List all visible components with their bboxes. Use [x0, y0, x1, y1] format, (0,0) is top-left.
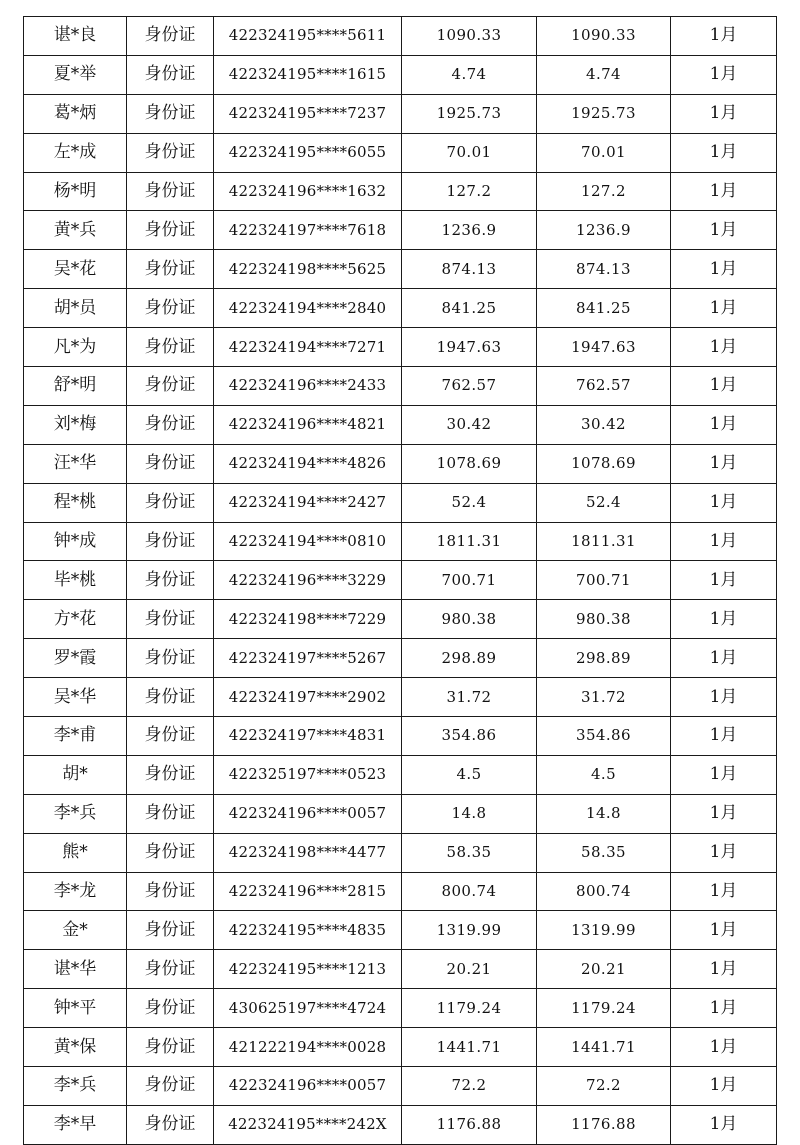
cell-amount-b: 800.74	[537, 872, 671, 911]
table-row	[24, 794, 777, 833]
table-row	[24, 717, 777, 756]
cell-month: 1月	[671, 211, 777, 250]
cell-name: 左*成	[24, 133, 127, 172]
cell-amount-b: 1090.33	[537, 17, 671, 56]
cell-id-number: 422324198****4477	[214, 833, 402, 872]
cell-month: 1月	[671, 133, 777, 172]
cell-id-number: 422324194****2840	[214, 289, 402, 328]
cell-amount-b: 30.42	[537, 405, 671, 444]
cell-name: 程*桃	[24, 483, 127, 522]
cell-amount-a: 1947.63	[402, 328, 537, 367]
cell-amount-a: 980.38	[402, 600, 537, 639]
cell-month: 1月	[671, 872, 777, 911]
cell-name: 钟*平	[24, 989, 127, 1028]
table-row	[24, 600, 777, 639]
cell-amount-a: 30.42	[402, 405, 537, 444]
cell-month: 1月	[671, 794, 777, 833]
cell-name: 吴*花	[24, 250, 127, 289]
cell-name: 胡*	[24, 755, 127, 794]
cell-id-number: 422324197****4831	[214, 717, 402, 756]
cell-id-number: 422324195****7237	[214, 94, 402, 133]
cell-month: 1月	[671, 328, 777, 367]
cell-amount-a: 52.4	[402, 483, 537, 522]
cell-name: 钟*成	[24, 522, 127, 561]
cell-name: 杨*明	[24, 172, 127, 211]
table-row	[24, 172, 777, 211]
cell-amount-a: 800.74	[402, 872, 537, 911]
cell-month: 1月	[671, 1105, 777, 1144]
cell-month: 1月	[671, 289, 777, 328]
cell-id-type: 身份证	[127, 55, 214, 94]
cell-name: 刘*梅	[24, 405, 127, 444]
cell-amount-a: 841.25	[402, 289, 537, 328]
cell-month: 1月	[671, 367, 777, 406]
cell-name: 夏*举	[24, 55, 127, 94]
cell-amount-b: 20.21	[537, 950, 671, 989]
cell-amount-a: 1078.69	[402, 444, 537, 483]
table-row	[24, 911, 777, 950]
cell-amount-a: 1441.71	[402, 1028, 537, 1067]
table-row	[24, 755, 777, 794]
cell-name: 李*兵	[24, 1067, 127, 1106]
cell-id-number: 422324195****242X	[214, 1105, 402, 1144]
cell-name: 李*龙	[24, 872, 127, 911]
cell-amount-a: 1179.24	[402, 989, 537, 1028]
cell-amount-b: 14.8	[537, 794, 671, 833]
cell-id-number: 422324197****7618	[214, 211, 402, 250]
table-row	[24, 1105, 777, 1144]
cell-id-type: 身份证	[127, 211, 214, 250]
cell-amount-a: 4.74	[402, 55, 537, 94]
cell-name: 李*兵	[24, 794, 127, 833]
cell-amount-b: 1925.73	[537, 94, 671, 133]
cell-id-type: 身份证	[127, 600, 214, 639]
cell-id-type: 身份证	[127, 1105, 214, 1144]
cell-amount-a: 1176.88	[402, 1105, 537, 1144]
table-row	[24, 1067, 777, 1106]
cell-id-number: 422324194****2427	[214, 483, 402, 522]
cell-amount-a: 1925.73	[402, 94, 537, 133]
cell-name: 吴*华	[24, 678, 127, 717]
cell-amount-b: 1176.88	[537, 1105, 671, 1144]
cell-amount-b: 700.71	[537, 561, 671, 600]
cell-amount-b: 52.4	[537, 483, 671, 522]
cell-amount-b: 1947.63	[537, 328, 671, 367]
cell-name: 方*花	[24, 600, 127, 639]
cell-month: 1月	[671, 561, 777, 600]
cell-id-number: 422324196****0057	[214, 1067, 402, 1106]
table-row	[24, 483, 777, 522]
cell-amount-a: 14.8	[402, 794, 537, 833]
cell-name: 葛*炳	[24, 94, 127, 133]
table-row	[24, 950, 777, 989]
cell-name: 谌*华	[24, 950, 127, 989]
cell-amount-b: 4.74	[537, 55, 671, 94]
cell-month: 1月	[671, 755, 777, 794]
cell-amount-a: 127.2	[402, 172, 537, 211]
cell-id-number: 422324195****1213	[214, 950, 402, 989]
cell-name: 毕*桃	[24, 561, 127, 600]
cell-name: 谌*良	[24, 17, 127, 56]
cell-id-number: 430625197****4724	[214, 989, 402, 1028]
table-row	[24, 405, 777, 444]
cell-id-number: 422324194****0810	[214, 522, 402, 561]
cell-amount-b: 1441.71	[537, 1028, 671, 1067]
cell-month: 1月	[671, 17, 777, 56]
cell-id-type: 身份证	[127, 483, 214, 522]
cell-id-type: 身份证	[127, 289, 214, 328]
cell-id-type: 身份证	[127, 405, 214, 444]
cell-id-type: 身份证	[127, 561, 214, 600]
table-row	[24, 289, 777, 328]
cell-name: 黄*兵	[24, 211, 127, 250]
cell-amount-b: 4.5	[537, 755, 671, 794]
cell-month: 1月	[671, 833, 777, 872]
cell-id-number: 422324196****1632	[214, 172, 402, 211]
cell-id-type: 身份证	[127, 911, 214, 950]
cell-amount-a: 72.2	[402, 1067, 537, 1106]
cell-id-type: 身份证	[127, 172, 214, 211]
cell-amount-a: 1236.9	[402, 211, 537, 250]
cell-month: 1月	[671, 911, 777, 950]
cell-month: 1月	[671, 483, 777, 522]
cell-amount-b: 1236.9	[537, 211, 671, 250]
cell-amount-a: 4.5	[402, 755, 537, 794]
cell-amount-b: 980.38	[537, 600, 671, 639]
cell-month: 1月	[671, 172, 777, 211]
cell-month: 1月	[671, 405, 777, 444]
cell-amount-b: 1811.31	[537, 522, 671, 561]
cell-amount-a: 1090.33	[402, 17, 537, 56]
cell-name: 罗*霞	[24, 639, 127, 678]
cell-month: 1月	[671, 950, 777, 989]
table-row	[24, 678, 777, 717]
table-row	[24, 55, 777, 94]
cell-id-type: 身份证	[127, 367, 214, 406]
cell-id-type: 身份证	[127, 717, 214, 756]
table-row	[24, 17, 777, 56]
cell-id-number: 422324195****1615	[214, 55, 402, 94]
cell-amount-a: 58.35	[402, 833, 537, 872]
cell-id-number: 422324194****7271	[214, 328, 402, 367]
cell-id-type: 身份证	[127, 950, 214, 989]
cell-amount-a: 1319.99	[402, 911, 537, 950]
cell-amount-a: 70.01	[402, 133, 537, 172]
cell-id-type: 身份证	[127, 1067, 214, 1106]
cell-amount-b: 31.72	[537, 678, 671, 717]
cell-month: 1月	[671, 600, 777, 639]
cell-amount-b: 72.2	[537, 1067, 671, 1106]
cell-amount-b: 298.89	[537, 639, 671, 678]
cell-id-type: 身份证	[127, 678, 214, 717]
cell-amount-b: 874.13	[537, 250, 671, 289]
cell-month: 1月	[671, 639, 777, 678]
cell-amount-a: 298.89	[402, 639, 537, 678]
cell-amount-b: 1179.24	[537, 989, 671, 1028]
cell-month: 1月	[671, 678, 777, 717]
cell-id-number: 422324198****7229	[214, 600, 402, 639]
cell-id-type: 身份证	[127, 522, 214, 561]
cell-amount-a: 354.86	[402, 717, 537, 756]
cell-name: 熊*	[24, 833, 127, 872]
cell-id-type: 身份证	[127, 755, 214, 794]
cell-id-number: 422324195****6055	[214, 133, 402, 172]
cell-month: 1月	[671, 717, 777, 756]
cell-name: 舒*明	[24, 367, 127, 406]
cell-id-number: 422324196****0057	[214, 794, 402, 833]
table-row	[24, 833, 777, 872]
cell-id-number: 422325197****0523	[214, 755, 402, 794]
cell-name: 李*早	[24, 1105, 127, 1144]
table-row	[24, 1028, 777, 1067]
cell-name: 胡*员	[24, 289, 127, 328]
table-row	[24, 872, 777, 911]
cell-month: 1月	[671, 250, 777, 289]
cell-amount-a: 700.71	[402, 561, 537, 600]
cell-amount-b: 762.57	[537, 367, 671, 406]
cell-id-type: 身份证	[127, 94, 214, 133]
cell-id-type: 身份证	[127, 444, 214, 483]
cell-amount-b: 1078.69	[537, 444, 671, 483]
cell-id-type: 身份证	[127, 639, 214, 678]
cell-amount-a: 1811.31	[402, 522, 537, 561]
cell-amount-b: 70.01	[537, 133, 671, 172]
cell-name: 金*	[24, 911, 127, 950]
cell-id-type: 身份证	[127, 1028, 214, 1067]
cell-id-type: 身份证	[127, 17, 214, 56]
cell-id-type: 身份证	[127, 872, 214, 911]
cell-id-number: 422324195****4835	[214, 911, 402, 950]
cell-id-number: 421222194****0028	[214, 1028, 402, 1067]
cell-amount-b: 58.35	[537, 833, 671, 872]
cell-month: 1月	[671, 989, 777, 1028]
table-row	[24, 133, 777, 172]
cell-amount-b: 841.25	[537, 289, 671, 328]
cell-name: 凡*为	[24, 328, 127, 367]
cell-id-number: 422324195****5611	[214, 17, 402, 56]
cell-name: 黄*保	[24, 1028, 127, 1067]
table-row	[24, 250, 777, 289]
table-row	[24, 328, 777, 367]
cell-amount-a: 874.13	[402, 250, 537, 289]
cell-id-type: 身份证	[127, 328, 214, 367]
table-row	[24, 444, 777, 483]
table-row	[24, 561, 777, 600]
cell-id-number: 422324197****5267	[214, 639, 402, 678]
table-row	[24, 94, 777, 133]
cell-id-number: 422324198****5625	[214, 250, 402, 289]
cell-id-number: 422324196****4821	[214, 405, 402, 444]
cell-amount-a: 20.21	[402, 950, 537, 989]
table-row	[24, 522, 777, 561]
table-row	[24, 211, 777, 250]
cell-amount-b: 354.86	[537, 717, 671, 756]
cell-id-type: 身份证	[127, 250, 214, 289]
cell-month: 1月	[671, 1028, 777, 1067]
cell-name: 汪*华	[24, 444, 127, 483]
cell-amount-a: 31.72	[402, 678, 537, 717]
payment-table-body	[24, 17, 777, 1145]
cell-id-number: 422324196****3229	[214, 561, 402, 600]
cell-id-type: 身份证	[127, 133, 214, 172]
cell-id-number: 422324194****4826	[214, 444, 402, 483]
cell-id-number: 422324197****2902	[214, 678, 402, 717]
cell-id-number: 422324196****2815	[214, 872, 402, 911]
cell-month: 1月	[671, 444, 777, 483]
cell-id-type: 身份证	[127, 989, 214, 1028]
cell-month: 1月	[671, 94, 777, 133]
table-row	[24, 639, 777, 678]
table-row	[24, 367, 777, 406]
cell-month: 1月	[671, 522, 777, 561]
cell-month: 1月	[671, 55, 777, 94]
cell-amount-b: 1319.99	[537, 911, 671, 950]
cell-name: 李*甫	[24, 717, 127, 756]
cell-month: 1月	[671, 1067, 777, 1106]
cell-id-number: 422324196****2433	[214, 367, 402, 406]
table-row	[24, 989, 777, 1028]
cell-amount-a: 762.57	[402, 367, 537, 406]
cell-id-type: 身份证	[127, 833, 214, 872]
cell-id-type: 身份证	[127, 794, 214, 833]
payment-table	[23, 16, 777, 1145]
cell-amount-b: 127.2	[537, 172, 671, 211]
